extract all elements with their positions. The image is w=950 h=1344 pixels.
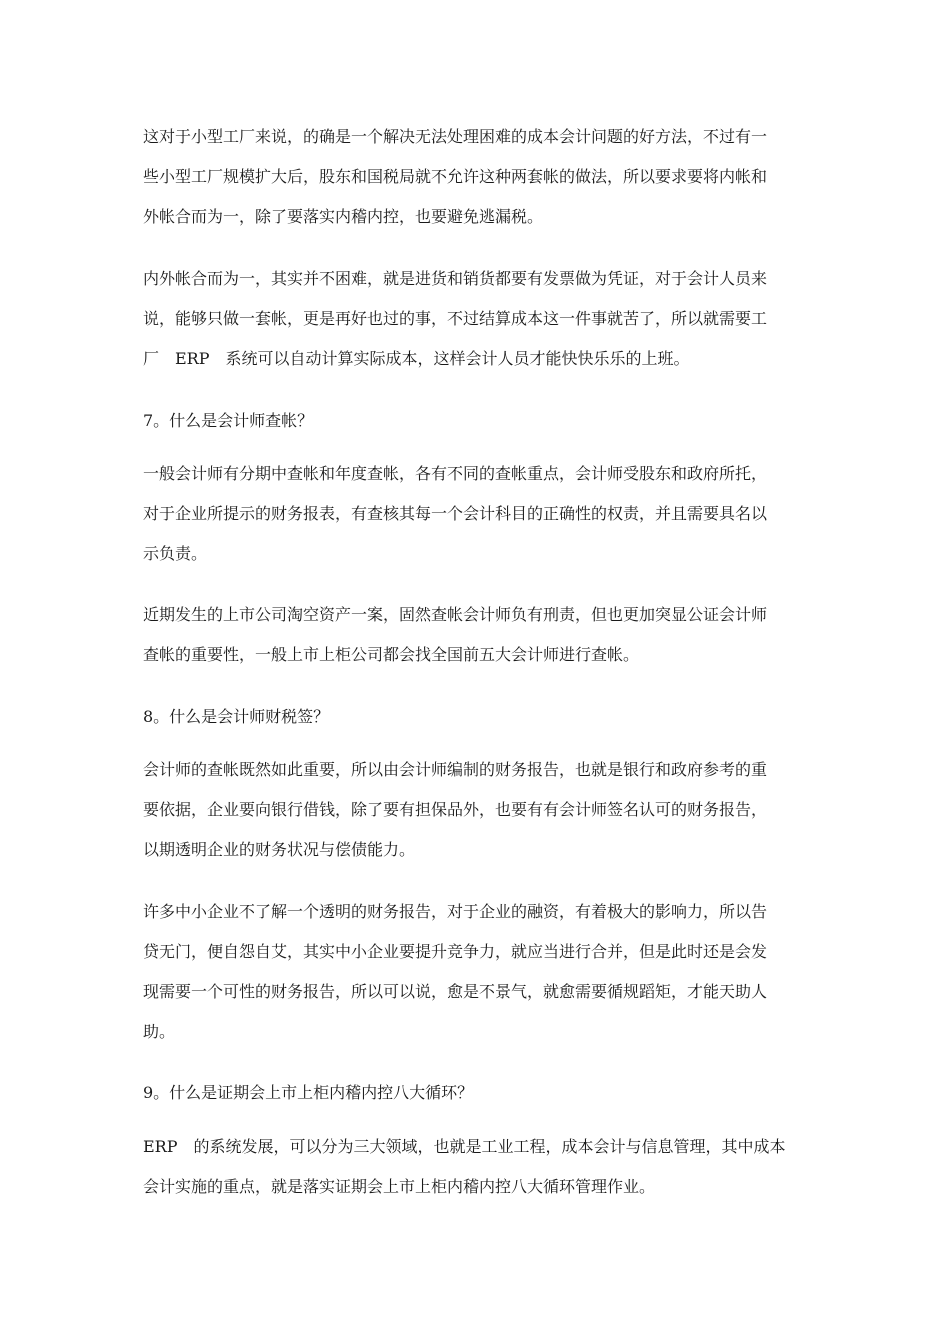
paragraph-line: 厂 ERP 系统可以自动计算实际成本，这样会计人员才能快快乐乐的上班。 [143, 349, 690, 368]
section-heading: 8。什么是会计师财税签？ [143, 707, 330, 726]
paragraph-line: 示负责。 [143, 544, 208, 563]
paragraph-line: 近期发生的上市公司淘空资产一案，固然查帐会计师负有刑责，但也更加突显公证会计师 [143, 605, 768, 624]
paragraph-line: 外帐合而为一，除了要落实内稽内控，也要避免逃漏税。 [143, 207, 544, 226]
paragraph-line: 以期透明企业的财务状况与偿债能力。 [143, 840, 416, 859]
paragraph-line: 对于企业所提示的财务报表，有查核其每一个会计科目的正确性的权责，并且需要具名以 [143, 504, 768, 523]
section-heading: 9。什么是证期会上市上柜内稽内控八大循环？ [143, 1083, 474, 1102]
section-heading: 7。什么是会计师查帐？ [143, 411, 314, 430]
paragraph-line: ERP 的系统发展，可以分为三大领域，也就是工业工程，成本会计与信息管理，其中成本 [143, 1137, 786, 1156]
paragraph-line: 贷无门，便自怨自艾，其实中小企业要提升竞争力，就应当进行合并，但是此时还是会发 [143, 942, 768, 961]
paragraph-line: 要依据，企业要向银行借钱，除了要有担保品外，也要有有会计师签名认可的财务报告， [143, 800, 768, 819]
paragraph-line: 内外帐合而为一，其实并不困难，就是进货和销货都要有发票做为凭证，对于会计人员来 [143, 269, 768, 288]
paragraph-line: 一般会计师有分期中查帐和年度查帐，各有不同的查帐重点，会计师受股东和政府所托， [143, 464, 768, 483]
paragraph-line: 会计实施的重点，就是落实证期会上市上柜内稽内控八大循环管理作业。 [143, 1177, 656, 1196]
paragraph-line: 会计师的查帐既然如此重要，所以由会计师编制的财务报告，也就是银行和政府参考的重 [143, 760, 768, 779]
paragraph-line: 查帐的重要性，一般上市上柜公司都会找全国前五大会计师进行查帐。 [143, 645, 640, 664]
paragraph-line: 助。 [143, 1022, 176, 1041]
paragraph-line: 说，能够只做一套帐，更是再好也过的事，不过结算成本这一件事就苦了，所以就需要工 [143, 309, 768, 328]
paragraph-line: 些小型工厂规模扩大后，股东和国税局就不允许这种两套帐的做法，所以要求要将内帐和 [143, 167, 768, 186]
paragraph-line: 这对于小型工厂来说，的确是一个解决无法处理困难的成本会计问题的好方法，不过有一 [143, 127, 768, 146]
paragraph-line: 许多中小企业不了解一个透明的财务报告，对于企业的融资，有着极大的影响力，所以告 [143, 902, 768, 921]
paragraph-line: 现需要一个可性的财务报告，所以可以说，愈是不景气，就愈需要循规蹈矩，才能天助人 [143, 982, 768, 1001]
